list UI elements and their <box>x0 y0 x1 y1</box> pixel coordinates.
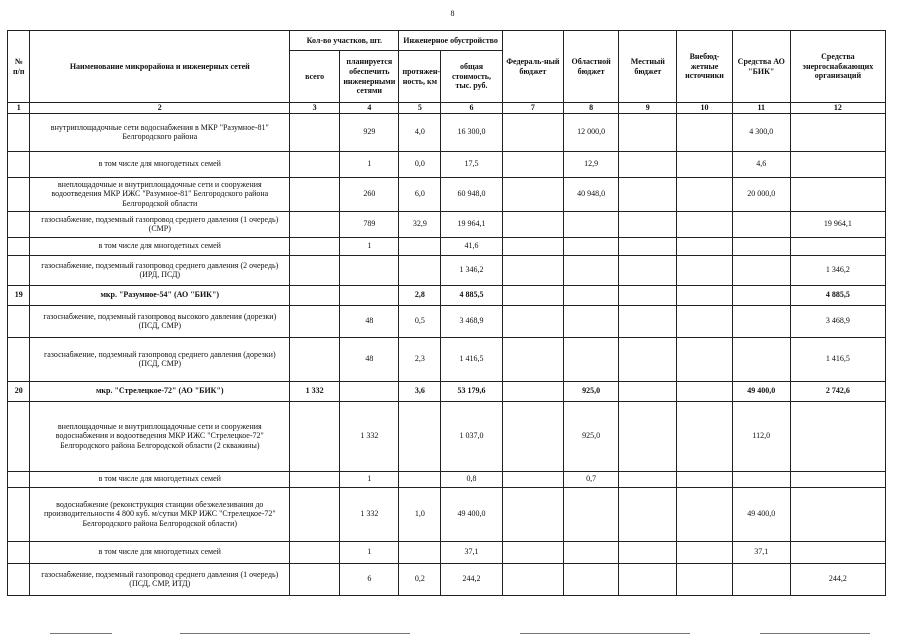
cell-regional <box>563 285 618 305</box>
cell-federal <box>502 471 563 487</box>
cell-total <box>290 285 340 305</box>
column-index-cell: 4 <box>340 103 399 114</box>
cell-num <box>8 541 30 563</box>
cell-extra <box>677 487 732 541</box>
col-header-planned: планируется обеспечить инженерными сетями <box>340 51 399 103</box>
cell-name: газоснабжение, подземный газопровод среднего давления (2 очередь) (ИРД, ПСД) <box>30 255 290 285</box>
cell-name: в том числе для многодетных семей <box>30 237 290 255</box>
cell-bik: 20 000,0 <box>732 177 790 211</box>
cell-extra <box>677 255 732 285</box>
cell-length <box>399 401 441 471</box>
cell-regional <box>563 211 618 237</box>
cell-name: внеплощадочные и внутриплощадочные сети и сооружения водоснабжения и водоотведения МКР ИЖС "Стрелецкое-72" Белгородского района Белгородской области (2 скважины) <box>30 401 290 471</box>
cell-num <box>8 211 30 237</box>
cell-energy: 2 742,6 <box>790 381 885 401</box>
column-index-cell: 10 <box>677 103 732 114</box>
table-row <box>8 563 886 595</box>
table-row <box>8 337 886 381</box>
cell-name: мкр. "Разумное-54" (АО "БИК") <box>30 285 290 305</box>
cell-local <box>619 401 677 471</box>
cell-num <box>8 151 30 177</box>
cell-num <box>8 237 30 255</box>
cell-name: газоснабжение, подземный газопровод среднего давления (1 очередь) (СМР) <box>30 211 290 237</box>
table-row <box>8 151 886 177</box>
cell-federal <box>502 563 563 595</box>
column-index-row <box>8 103 886 114</box>
table-row <box>8 255 886 285</box>
cell-cost: 3 468,9 <box>441 305 502 337</box>
cell-regional <box>563 337 618 381</box>
col-header-bik: Средства АО "БИК" <box>732 31 790 103</box>
cell-regional <box>563 541 618 563</box>
cell-num <box>8 563 30 595</box>
cell-num: 20 <box>8 381 30 401</box>
cell-total <box>290 255 340 285</box>
cell-local <box>619 151 677 177</box>
cell-num <box>8 113 30 151</box>
table-row <box>8 487 886 541</box>
cell-local <box>619 487 677 541</box>
cell-extra <box>677 211 732 237</box>
cell-federal <box>502 237 563 255</box>
col-header-local: Местный бюджет <box>619 31 677 103</box>
cell-local <box>619 177 677 211</box>
cell-name: в том числе для многодетных семей <box>30 471 290 487</box>
table-row <box>8 177 886 211</box>
cell-regional: 40 948,0 <box>563 177 618 211</box>
cell-length: 0,0 <box>399 151 441 177</box>
column-index-cell: 1 <box>8 103 30 114</box>
cell-federal <box>502 151 563 177</box>
col-header-cost: общая стоимость, тыс. руб. <box>441 51 502 103</box>
column-index-cell: 8 <box>563 103 618 114</box>
cell-bik <box>732 337 790 381</box>
cell-extra <box>677 401 732 471</box>
cell-local <box>619 237 677 255</box>
cell-planned: 929 <box>340 113 399 151</box>
col-header-regional: Областной бюджет <box>563 31 618 103</box>
cell-bik <box>732 471 790 487</box>
cell-name: газоснабжение, подземный газопровод высокого давления (дорезки) (ПСД, СМР) <box>30 305 290 337</box>
cell-length: 2,8 <box>399 285 441 305</box>
cell-total <box>290 237 340 255</box>
cell-energy <box>790 487 885 541</box>
cell-energy <box>790 237 885 255</box>
table-row <box>8 211 886 237</box>
col-header-extra: Внебюд-жетные источники <box>677 31 732 103</box>
cell-length: 1,0 <box>399 487 441 541</box>
cell-planned: 1 <box>340 151 399 177</box>
cell-extra <box>677 151 732 177</box>
cell-bik: 112,0 <box>732 401 790 471</box>
cell-bik: 4 300,0 <box>732 113 790 151</box>
cell-name: внеплощадочные и внутриплощадочные сети и сооружения водоотведения МКР ИЖС "Разумное-81" Белгородского района Белгородской области <box>30 177 290 211</box>
cell-federal <box>502 305 563 337</box>
cell-local <box>619 113 677 151</box>
table-row <box>8 113 886 151</box>
cell-length: 6,0 <box>399 177 441 211</box>
cell-bik <box>732 563 790 595</box>
cell-length <box>399 471 441 487</box>
cell-federal <box>502 337 563 381</box>
col-header-length: протяжен-ность, км <box>399 51 441 103</box>
cell-total <box>290 471 340 487</box>
cell-local <box>619 563 677 595</box>
cell-cost: 41,6 <box>441 237 502 255</box>
cell-energy: 3 468,9 <box>790 305 885 337</box>
cell-length: 2,3 <box>399 337 441 381</box>
column-index-cell: 12 <box>790 103 885 114</box>
cell-federal <box>502 177 563 211</box>
cell-bik: 37,1 <box>732 541 790 563</box>
cell-local <box>619 305 677 337</box>
cell-name: мкр. "Стрелецкое-72" (АО "БИК") <box>30 381 290 401</box>
cell-bik: 49 400,0 <box>732 487 790 541</box>
cell-num: 19 <box>8 285 30 305</box>
cell-planned <box>340 381 399 401</box>
cell-regional <box>563 237 618 255</box>
cell-num <box>8 177 30 211</box>
cell-name: водоснабжение (реконструкция станции обезжелезивания до производительности 4 800 куб. м/сутки МКР ИЖС "Стрелецкое-72" Белгородского района Белгородской области) <box>30 487 290 541</box>
cell-total <box>290 211 340 237</box>
cell-cost: 49 400,0 <box>441 487 502 541</box>
col-header-federal: Федераль-ный бюджет <box>502 31 563 103</box>
table-row <box>8 305 886 337</box>
table-row <box>8 237 886 255</box>
cell-energy: 1 346,2 <box>790 255 885 285</box>
cell-num <box>8 471 30 487</box>
cell-federal <box>502 285 563 305</box>
cell-energy <box>790 151 885 177</box>
cell-planned: 1 332 <box>340 401 399 471</box>
cell-total <box>290 151 340 177</box>
cell-local <box>619 255 677 285</box>
cell-bik: 49 400,0 <box>732 381 790 401</box>
table-row <box>8 401 886 471</box>
cell-length: 0,5 <box>399 305 441 337</box>
cell-total <box>290 401 340 471</box>
group-header-plots: Кол-во участков, шт. <box>290 31 399 51</box>
column-index-cell: 5 <box>399 103 441 114</box>
cell-energy: 1 416,5 <box>790 337 885 381</box>
cell-total <box>290 541 340 563</box>
table-row <box>8 285 886 305</box>
cell-local <box>619 541 677 563</box>
cell-total <box>290 563 340 595</box>
cell-name: в том числе для многодетных семей <box>30 151 290 177</box>
cell-planned: 48 <box>340 337 399 381</box>
cell-energy: 244,2 <box>790 563 885 595</box>
cell-name: газоснабжение, подземный газопровод среднего давления (1 очередь) (ПСД, СМР, ИТД) <box>30 563 290 595</box>
cell-federal <box>502 255 563 285</box>
cell-length <box>399 541 441 563</box>
cell-cost: 244,2 <box>441 563 502 595</box>
cell-extra <box>677 381 732 401</box>
cell-federal <box>502 211 563 237</box>
cell-length <box>399 255 441 285</box>
cell-federal <box>502 381 563 401</box>
cell-bik <box>732 237 790 255</box>
cell-regional <box>563 255 618 285</box>
table-row <box>8 471 886 487</box>
cell-energy <box>790 471 885 487</box>
cell-name: газоснабжение, подземный газопровод среднего давления (дорезки) (ПСД, СМР) <box>30 337 290 381</box>
column-index-cell: 11 <box>732 103 790 114</box>
cell-total <box>290 177 340 211</box>
cell-federal <box>502 401 563 471</box>
cell-energy: 4 885,5 <box>790 285 885 305</box>
cell-extra <box>677 471 732 487</box>
cell-planned: 1 332 <box>340 487 399 541</box>
cell-extra <box>677 177 732 211</box>
cell-energy: 19 964,1 <box>790 211 885 237</box>
footer-divider <box>50 633 112 634</box>
cell-regional: 12 000,0 <box>563 113 618 151</box>
cell-local <box>619 285 677 305</box>
table-row <box>8 541 886 563</box>
cell-energy <box>790 113 885 151</box>
cell-num <box>8 401 30 471</box>
col-header-energy: Средства энергоснабжающих организаций <box>790 31 885 103</box>
cell-planned: 1 <box>340 541 399 563</box>
cell-bik <box>732 211 790 237</box>
cell-planned: 789 <box>340 211 399 237</box>
cell-federal <box>502 541 563 563</box>
cell-regional: 0,7 <box>563 471 618 487</box>
footer-divider <box>180 633 410 634</box>
col-header-num: № п/п <box>8 31 30 103</box>
column-index-cell: 7 <box>502 103 563 114</box>
cell-regional: 925,0 <box>563 381 618 401</box>
cell-regional <box>563 563 618 595</box>
cell-cost: 0,8 <box>441 471 502 487</box>
cell-cost: 53 179,6 <box>441 381 502 401</box>
cell-extra <box>677 113 732 151</box>
cell-cost: 17,5 <box>441 151 502 177</box>
cell-num <box>8 255 30 285</box>
cell-extra <box>677 337 732 381</box>
cell-extra <box>677 563 732 595</box>
cell-total <box>290 113 340 151</box>
cell-planned: 260 <box>340 177 399 211</box>
cell-planned <box>340 255 399 285</box>
cell-bik <box>732 255 790 285</box>
cell-regional: 925,0 <box>563 401 618 471</box>
table-row <box>8 381 886 401</box>
cell-cost: 60 948,0 <box>441 177 502 211</box>
column-index-cell: 2 <box>30 103 290 114</box>
cell-name: в том числе для многодетных семей <box>30 541 290 563</box>
cell-num <box>8 337 30 381</box>
cell-extra <box>677 285 732 305</box>
cell-energy <box>790 401 885 471</box>
table-body <box>8 113 886 595</box>
cell-bik <box>732 285 790 305</box>
cell-bik: 4,6 <box>732 151 790 177</box>
column-index-cell: 3 <box>290 103 340 114</box>
cell-regional <box>563 487 618 541</box>
cell-planned <box>340 285 399 305</box>
cell-extra <box>677 541 732 563</box>
cell-length: 3,6 <box>399 381 441 401</box>
cell-planned: 1 <box>340 471 399 487</box>
cell-planned: 1 <box>340 237 399 255</box>
footer-divider <box>760 633 870 634</box>
page-number: 8 <box>450 9 455 18</box>
cell-length: 4,0 <box>399 113 441 151</box>
cell-local <box>619 471 677 487</box>
cell-cost: 1 346,2 <box>441 255 502 285</box>
cell-energy <box>790 541 885 563</box>
cell-federal <box>502 487 563 541</box>
footer-divider <box>520 633 690 634</box>
cell-regional: 12,9 <box>563 151 618 177</box>
group-header-infra: Инженерное обустройство <box>399 31 502 51</box>
cell-cost: 4 885,5 <box>441 285 502 305</box>
cell-length <box>399 237 441 255</box>
cell-planned: 6 <box>340 563 399 595</box>
cell-length: 32,9 <box>399 211 441 237</box>
cell-regional <box>563 305 618 337</box>
cell-cost: 37,1 <box>441 541 502 563</box>
column-index-cell: 6 <box>441 103 502 114</box>
cell-total <box>290 305 340 337</box>
col-header-total: всего <box>290 51 340 103</box>
cell-cost: 1 416,5 <box>441 337 502 381</box>
cell-total: 1 332 <box>290 381 340 401</box>
column-index-cell: 9 <box>619 103 677 114</box>
cell-energy <box>790 177 885 211</box>
cell-extra <box>677 237 732 255</box>
cell-local <box>619 211 677 237</box>
cell-num <box>8 305 30 337</box>
cell-extra <box>677 305 732 337</box>
cell-cost: 19 964,1 <box>441 211 502 237</box>
cell-num <box>8 487 30 541</box>
financing-table <box>7 30 886 596</box>
cell-cost: 16 300,0 <box>441 113 502 151</box>
cell-length: 0,2 <box>399 563 441 595</box>
cell-bik <box>732 305 790 337</box>
cell-local <box>619 381 677 401</box>
cell-local <box>619 337 677 381</box>
cell-planned: 48 <box>340 305 399 337</box>
cell-total <box>290 487 340 541</box>
cell-name: внутриплощадочные сети водоснабжения в МКР "Разумное-81" Белгородского района <box>30 113 290 151</box>
col-header-name: Наименование микрорайона и инженерных сетей <box>30 31 290 103</box>
cell-federal <box>502 113 563 151</box>
cell-cost: 1 037,0 <box>441 401 502 471</box>
cell-total <box>290 337 340 381</box>
